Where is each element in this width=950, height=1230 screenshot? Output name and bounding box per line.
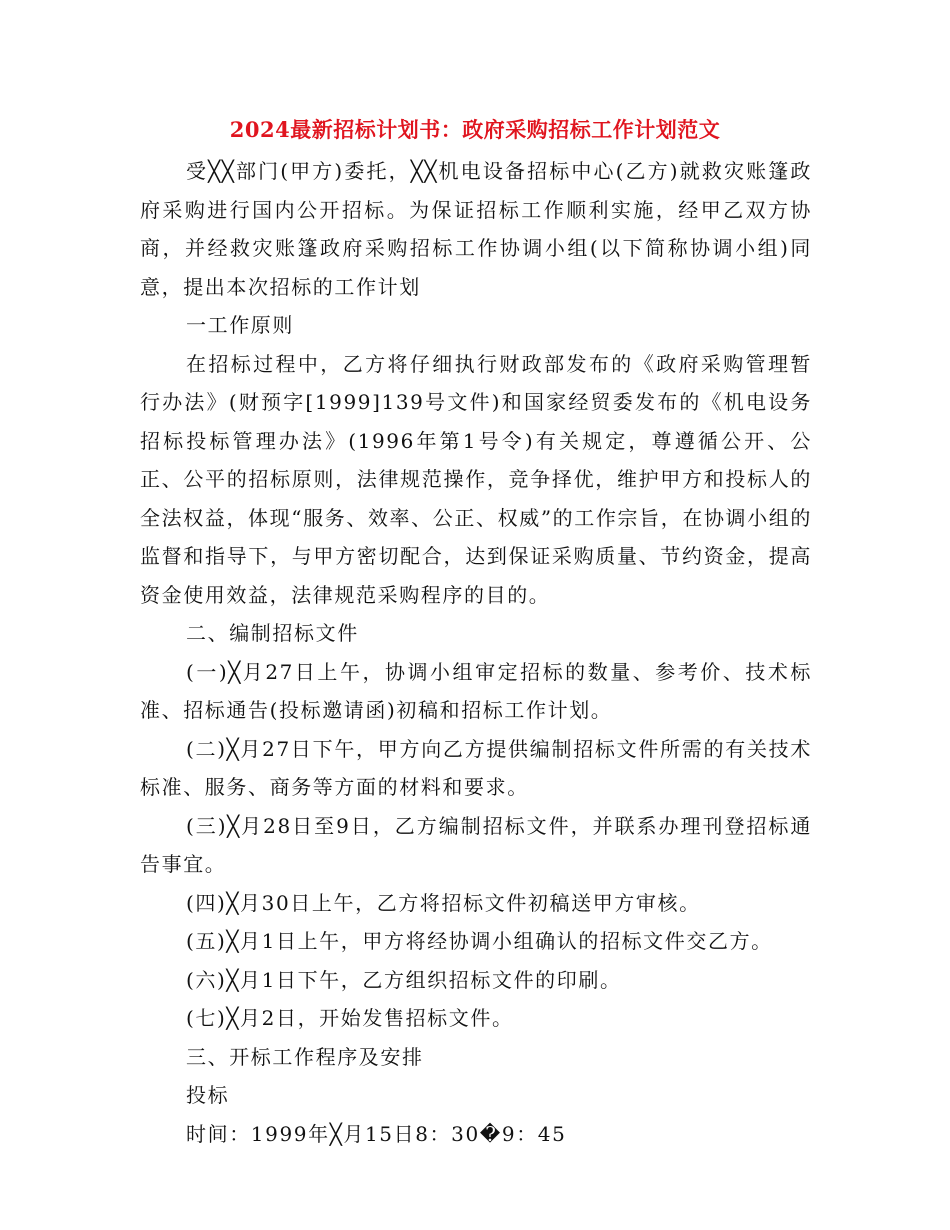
list-item: (四)╳月30日上午，乙方将招标文件初稿送甲方审核。 <box>186 890 701 915</box>
list-item: (七)╳月2日，开始发售招标文件。 <box>186 1006 514 1030</box>
document-title: 2024最新招标计划书：政府采购招标工作计划范文 <box>229 117 721 142</box>
list-item: (三)╳月28日至9日，乙方编制招标文件，并联系办理刊登招标通告事宜。 <box>140 813 812 876</box>
bidding-time: 时间：1999年╳月15日8：30�9：45 <box>186 1121 567 1146</box>
subheading-bidding: 投标 <box>186 1083 230 1107</box>
paragraph-principles: 在招标过程中，乙方将仔细执行财政部发布的《政府采购管理暂行办法》(财预字[1999]139号文件)和国家经贸委发布的《机电设务招标投标管理办法》(1996年第1号令)有关规定，尊遵循公开、公正、公平的招标原则，法律规范操作，竞争择优，维护甲方和投标人的全法权益，体现“服务、效率、公正、权威”的工作宗旨，在协调小组的监督和指导下，与甲方密切配合，达到保证采购质量、节约资金，提高资金使用效益，法律规范采购程序的目的。 <box>140 351 812 607</box>
list-item: (一)╳月27日上午，协调小组审定招标的数量、参考价、技术标准、招标通告(投标邀请函)初稿和招标工作计划。 <box>140 659 812 722</box>
list-item: (五)╳月1日上午，甲方将经协调小组确认的招标文件交乙方。 <box>186 929 773 953</box>
list-item: (六)╳月1日下午，乙方组织招标文件的印刷。 <box>186 967 622 992</box>
heading-prepare-documents: 二、编制招标文件 <box>186 621 359 645</box>
paragraph-intro: 受╳╳部门(甲方)委托，╳╳机电设备招标中心(乙方)就救灾账篷政府采购进行国内公开招标。为保证招标工作顺利实施，经甲乙双方协商，并经救灾账篷政府采购招标工作协调小组(以下简称协调小组)同意，提出本次招标的工作计划 <box>140 159 812 299</box>
heading-bid-opening: 三、开标工作程序及安排 <box>186 1044 424 1069</box>
document-body <box>140 152 812 1153</box>
list-item: (二)╳月27日下午，甲方向乙方提供编制招标文件所需的有关技术标准、服务、商务等方面的材料和要求。 <box>140 736 812 799</box>
heading-work-principles: 一工作原则 <box>186 313 294 337</box>
